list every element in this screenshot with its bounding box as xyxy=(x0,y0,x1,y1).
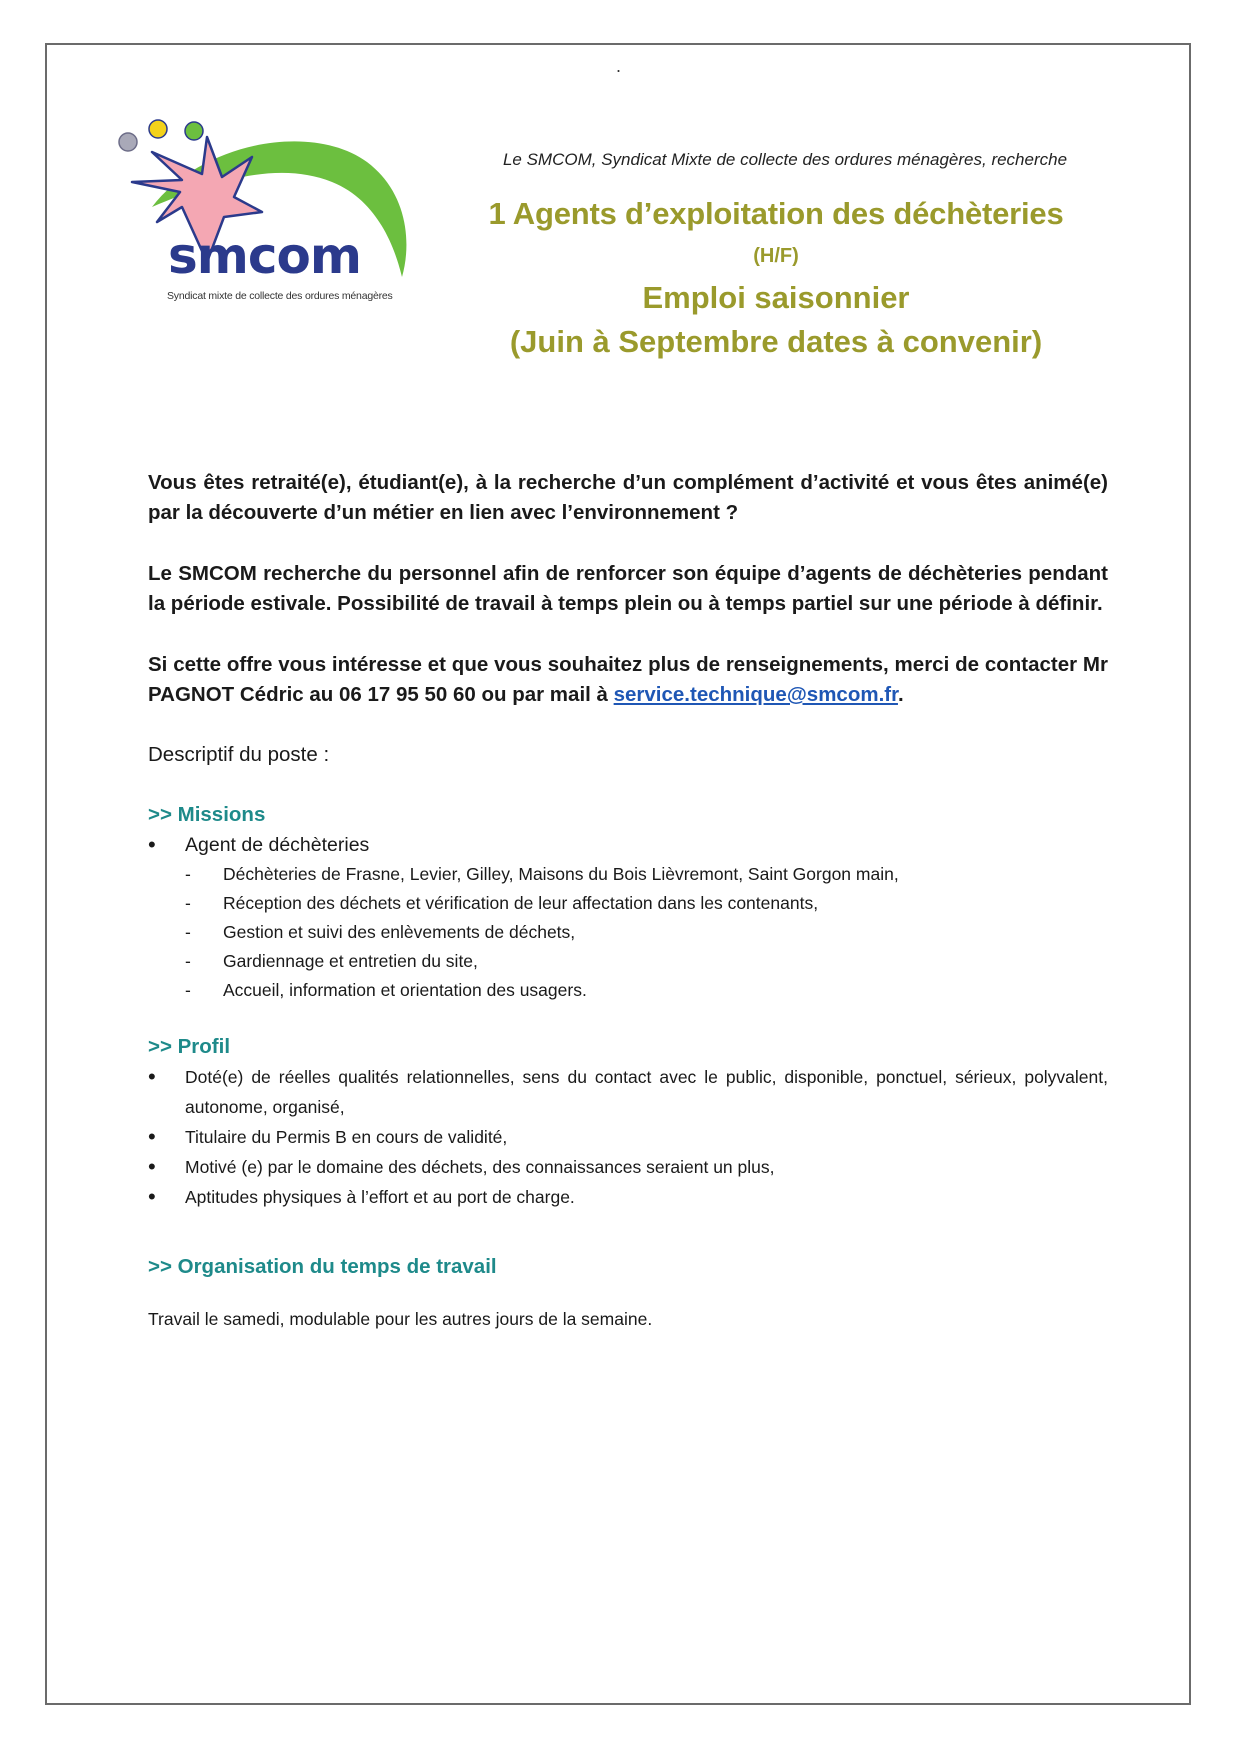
profile-heading: >> Profil xyxy=(148,1035,231,1058)
logo-subtitle: Syndicat mixte de collecte des ordures ménagères xyxy=(167,290,393,302)
schedule-text: Travail le samedi, modulable pour les autres jours de la semaine. xyxy=(148,1309,653,1329)
description-label: Descriptif du poste : xyxy=(148,743,330,766)
job-period: (Juin à Septembre dates à convenir) xyxy=(509,324,1043,359)
task-item: - Déchèteries de Frasne, Levier, Gilley, Maisons du Bois Lièvremont, Saint Gorgon main, xyxy=(185,860,1108,889)
missions-heading: >> Missions xyxy=(148,803,266,826)
intro-line: Le SMCOM, Syndicat Mixte de collecte des ordures ménagères, recherche xyxy=(502,150,1068,169)
mission-item: • Agent de déchèteries xyxy=(148,830,1108,860)
task-item: - Réception des déchets et vérification de leur affectation dans les contenants, xyxy=(185,889,1108,918)
email-link[interactable]: service.technique@smcom.fr xyxy=(613,683,898,706)
missions-list xyxy=(148,830,1108,860)
profile-item: • Doté(e) de réelles qualités relationnelles, sens du contact avec le public, disponible, ponctuel, sérieux, polyvalent, autonome, organisé, xyxy=(148,1062,1108,1122)
profile-item: • Motivé (e) par le domaine des déchets, des connaissances seraient un plus, xyxy=(148,1152,1108,1182)
body-content xyxy=(148,468,1108,1334)
job-title: 1 Agents d’exploitation des déchèteries xyxy=(488,196,1064,231)
schedule-heading: >> Organisation du temps de travail xyxy=(148,1255,497,1278)
paragraph-3 xyxy=(148,650,1108,710)
paragraph-1: Vous êtes retraité(e), étudiant(e), à la recherche d’un complément d’activité et vous êtes animé(e) par la découverte d’un métier en lien avec l’environnement ? xyxy=(148,471,1108,524)
profile-list xyxy=(148,1062,1108,1212)
logo-wordmark: smcom xyxy=(168,227,361,285)
profile-item: • Titulaire du Permis B en cours de validité, xyxy=(148,1122,1108,1152)
contact-period: . xyxy=(897,683,904,706)
profile-item: • Aptitudes physiques à l’effort et au port de charge. xyxy=(148,1182,1108,1212)
task-item: - Gestion et suivi des enlèvements de déchets, xyxy=(185,918,1108,947)
top-dot: . xyxy=(616,56,622,76)
job-type: Emploi saisonnier xyxy=(642,280,910,315)
task-item: - Accueil, information et orientation des usagers. xyxy=(185,976,1108,1005)
gender-note: (H/F) xyxy=(753,245,799,267)
tasks-list xyxy=(185,860,1108,1005)
paragraph-2: Le SMCOM recherche du personnel afin de renforcer son équipe d’agents de déchèteries pendant la période estivale. Possibilité de travail à temps plein ou à temps partiel sur une période à définir. xyxy=(148,562,1108,615)
task-item: - Gardiennage et entretien du site, xyxy=(185,947,1108,976)
contact-text: Si cette offre vous intéresse et que vous souhaitez plus de renseignements, merci de contacter Mr PAGNOT Cédric au 06 17 95 50 60 ou par mail à xyxy=(148,653,1108,706)
